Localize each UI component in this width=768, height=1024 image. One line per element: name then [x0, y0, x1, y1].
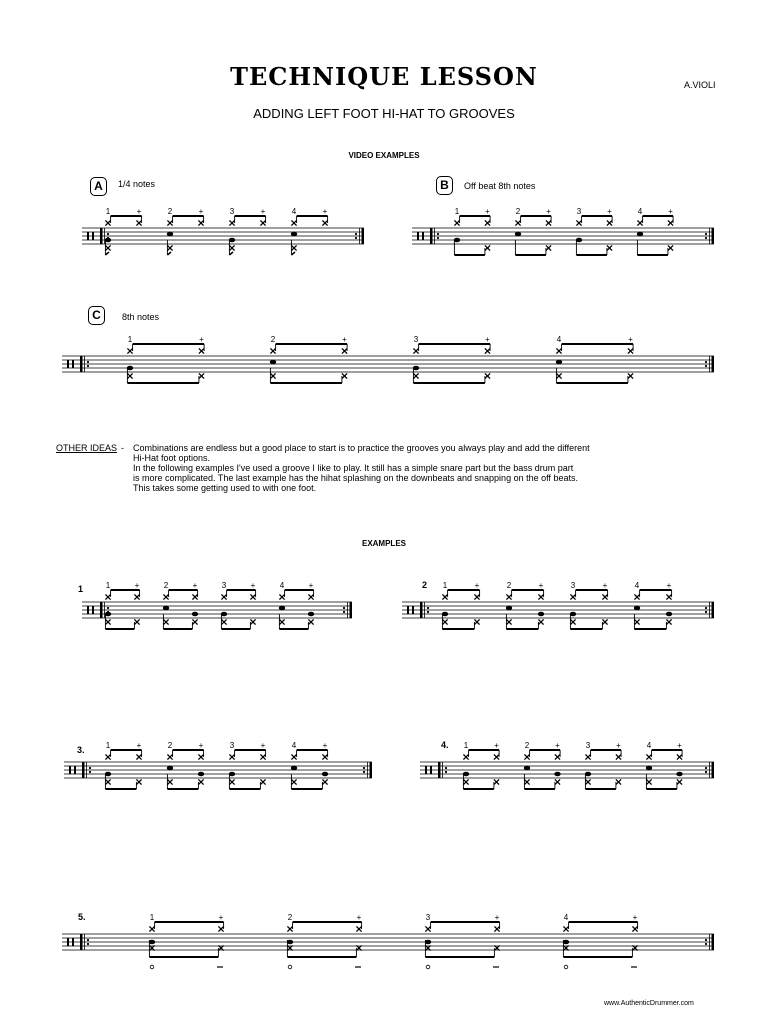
- video-examples-heading: VIDEO EXAMPLES: [348, 151, 420, 160]
- count-label: +: [260, 741, 266, 750]
- count-label: +: [485, 335, 490, 344]
- example-b-repeat-start: [430, 228, 433, 244]
- author-name: A.VIOLI: [684, 80, 716, 90]
- example-b-repeat-end: [712, 228, 715, 244]
- example-5-open-hihat-mark: [426, 965, 430, 969]
- example-b-description: Off beat 8th notes: [464, 181, 536, 191]
- example-a-percussion-clef: [92, 232, 94, 240]
- example-5-repeat-end: [712, 934, 715, 950]
- count-label: +: [199, 335, 204, 344]
- count-label: 4: [637, 207, 643, 216]
- count-label: 2: [270, 335, 276, 344]
- count-label: 3: [585, 741, 591, 750]
- example-3-drum-note: [167, 766, 173, 771]
- count-label: +: [322, 207, 328, 216]
- example-c-repeat-end: [712, 356, 715, 372]
- example-1-number: 1: [78, 584, 84, 594]
- count-label: 3: [570, 581, 576, 590]
- other-ideas-line: Hi-Hat foot options.: [133, 453, 211, 463]
- count-label: 2: [287, 913, 293, 922]
- example-a-repeat-start: [100, 228, 103, 244]
- example-1-repeat-dot: [343, 611, 345, 613]
- example-1-percussion-clef: [92, 606, 94, 614]
- example-c-percussion-clef: [72, 360, 74, 368]
- example-3-drum-note: [322, 772, 328, 777]
- example-b-percussion-clef: [422, 232, 424, 240]
- example-1-repeat-dot: [343, 607, 345, 609]
- example-4-drum-note: [554, 772, 560, 777]
- count-label: +: [485, 207, 490, 216]
- example-2-drum-note: [666, 612, 672, 617]
- count-label: 1: [105, 741, 111, 750]
- count-label: +: [322, 741, 328, 750]
- example-3-repeat-dot: [363, 767, 365, 769]
- count-label: +: [632, 913, 638, 922]
- count-label: +: [474, 581, 480, 590]
- example-2-repeat-dot: [427, 607, 429, 609]
- count-label: 3: [229, 207, 235, 216]
- example-b-repeat-dot: [705, 237, 707, 239]
- example-1-drum-note: [308, 612, 314, 617]
- example-5-repeat-dot: [705, 939, 707, 941]
- example-c-repeat-dot: [705, 365, 707, 367]
- example-2-percussion-clef: [407, 606, 409, 614]
- count-label: +: [607, 207, 612, 216]
- example-3-drum-note: [291, 766, 297, 771]
- example-3-drum-note: [198, 772, 204, 777]
- count-label: +: [555, 741, 560, 750]
- count-label: 1: [463, 741, 469, 750]
- example-1-repeat-dot: [107, 607, 109, 609]
- example-4-repeat-dot: [445, 767, 447, 769]
- count-label: 1: [149, 913, 155, 922]
- example-b-percussion-clef: [417, 232, 419, 240]
- example-2-drum-note: [538, 612, 544, 617]
- example-a-repeat-dot: [355, 233, 357, 235]
- example-a-percussion-clef: [87, 232, 89, 240]
- count-label: 2: [167, 207, 173, 216]
- example-a-flag: [167, 252, 171, 255]
- count-label: 3: [229, 741, 235, 750]
- example-2-number: 2: [422, 580, 428, 590]
- other-ideas-line: is more complicated. The last example has the hihat splashing on the downbeats and snapping on the off beats.: [133, 473, 578, 483]
- count-label: 3: [425, 913, 431, 922]
- example-5-repeat-start: [80, 934, 83, 950]
- count-label: 4: [291, 207, 297, 216]
- example-c-percussion-clef: [67, 360, 69, 368]
- example-5-repeat-dot: [705, 943, 707, 945]
- count-label: 4: [291, 741, 297, 750]
- count-label: 4: [279, 581, 285, 590]
- count-label: +: [342, 335, 347, 344]
- example-c-repeat-dot: [705, 361, 707, 363]
- count-label: +: [668, 207, 673, 216]
- example-2-repeat-dot: [705, 607, 707, 609]
- other-ideas-dash: -: [121, 443, 124, 453]
- example-a-flag: [105, 252, 109, 255]
- example-5-number: 5.: [78, 912, 86, 922]
- count-label: 3: [576, 207, 582, 216]
- count-label: 2: [515, 207, 521, 216]
- count-label: +: [602, 581, 608, 590]
- count-label: +: [494, 741, 499, 750]
- example-a-repeat-dot: [355, 237, 357, 239]
- example-a-description: 1/4 notes: [118, 179, 156, 189]
- count-label: 4: [556, 335, 562, 344]
- count-label: +: [198, 207, 204, 216]
- example-3-number: 3.: [77, 745, 85, 755]
- count-label: 3: [221, 581, 227, 590]
- example-a-repeat-end: [362, 228, 365, 244]
- example-3-percussion-clef: [69, 766, 71, 774]
- other-ideas-line: This takes some getting used to with one foot.: [133, 483, 317, 493]
- example-b-repeat-dot: [437, 237, 439, 239]
- example-1-drum-note: [192, 612, 198, 617]
- example-b-badge: B: [436, 176, 453, 195]
- count-label: 1: [105, 581, 111, 590]
- count-label: +: [666, 581, 672, 590]
- example-1-drum-note: [163, 606, 169, 611]
- count-label: +: [136, 741, 142, 750]
- count-label: +: [134, 581, 140, 590]
- count-label: +: [192, 581, 198, 590]
- example-3-repeat-start: [82, 762, 85, 778]
- example-4-percussion-clef: [425, 766, 427, 774]
- example-1-percussion-clef: [87, 606, 89, 614]
- example-4-repeat-dot: [705, 771, 707, 773]
- example-c-repeat-dot: [87, 365, 89, 367]
- example-b-repeat-dot: [437, 233, 439, 235]
- example-3-repeat-dot: [363, 771, 365, 773]
- example-5-open-hihat-mark: [564, 965, 568, 969]
- count-label: 2: [524, 741, 530, 750]
- example-2-drum-note: [634, 606, 640, 611]
- example-4-repeat-dot: [445, 771, 447, 773]
- example-3-repeat-dot: [89, 767, 91, 769]
- count-label: +: [308, 581, 314, 590]
- count-label: +: [136, 207, 142, 216]
- example-3-repeat-end: [370, 762, 373, 778]
- count-label: +: [616, 741, 621, 750]
- count-label: 4: [634, 581, 640, 590]
- example-4-repeat-start: [438, 762, 441, 778]
- example-1-repeat-start: [100, 602, 103, 618]
- count-label: 2: [506, 581, 512, 590]
- count-label: +: [218, 913, 224, 922]
- other-ideas-line: In the following examples I've used a groove I like to play. It still has a simple snare part but the bass drum part: [133, 463, 574, 473]
- count-label: +: [546, 207, 551, 216]
- count-label: 4: [646, 741, 652, 750]
- example-a-repeat-dot: [107, 233, 109, 235]
- example-1-repeat-end: [350, 602, 353, 618]
- example-2-repeat-dot: [705, 611, 707, 613]
- example-4-repeat-end: [712, 762, 715, 778]
- count-label: +: [250, 581, 256, 590]
- example-5-repeat-dot: [87, 939, 89, 941]
- example-5-percussion-clef: [72, 938, 74, 946]
- example-a-flag: [229, 252, 233, 255]
- example-5-repeat-dot: [87, 943, 89, 945]
- examples-heading: EXAMPLES: [361, 539, 406, 548]
- example-2-repeat-dot: [427, 611, 429, 613]
- count-label: 1: [454, 207, 460, 216]
- example-5-open-hihat-mark: [288, 965, 292, 969]
- count-label: 3: [413, 335, 419, 344]
- example-a-badge: A: [90, 177, 107, 196]
- example-4-drum-note: [676, 772, 682, 777]
- example-2-drum-note: [506, 606, 512, 611]
- example-3-percussion-clef: [74, 766, 76, 774]
- other-ideas-label: OTHER IDEAS: [56, 443, 118, 453]
- footer-website: www.AuthenticDrummer.com: [604, 1000, 694, 1007]
- count-label: +: [677, 741, 682, 750]
- example-c-badge: C: [88, 306, 105, 325]
- count-label: +: [494, 913, 500, 922]
- example-2-percussion-clef: [412, 606, 414, 614]
- example-4-percussion-clef: [430, 766, 432, 774]
- example-b-drum-note: [637, 232, 643, 237]
- page-title: TECHNIQUE LESSON: [230, 62, 538, 91]
- count-label: 1: [127, 335, 133, 344]
- example-4-drum-note: [524, 766, 530, 771]
- count-label: +: [538, 581, 544, 590]
- count-label: 2: [163, 581, 169, 590]
- example-c-description: 8th notes: [122, 312, 160, 322]
- count-label: 1: [442, 581, 448, 590]
- example-b-repeat-dot: [705, 233, 707, 235]
- example-a-drum-note: [167, 232, 173, 237]
- other-ideas-line: Combinations are endless but a good place to start is to practice the grooves you always play and add the different: [133, 443, 590, 453]
- example-c-drum-note: [556, 360, 562, 365]
- count-label: 2: [167, 741, 173, 750]
- example-c-repeat-start: [80, 356, 83, 372]
- count-label: +: [628, 335, 633, 344]
- count-label: +: [260, 207, 266, 216]
- count-label: +: [356, 913, 362, 922]
- example-c-drum-note: [270, 360, 276, 365]
- count-label: 1: [105, 207, 111, 216]
- example-5-percussion-clef: [67, 938, 69, 946]
- example-4-repeat-dot: [705, 767, 707, 769]
- example-2-repeat-end: [712, 602, 715, 618]
- page-subtitle: ADDING LEFT FOOT HI-HAT TO GROOVES: [253, 106, 515, 121]
- example-4-number: 4.: [441, 740, 449, 750]
- example-b-drum-note: [515, 232, 521, 237]
- example-a-drum-note: [291, 232, 297, 237]
- count-label: +: [198, 741, 204, 750]
- example-a-flag: [291, 252, 295, 255]
- example-3-repeat-dot: [89, 771, 91, 773]
- example-c-repeat-dot: [87, 361, 89, 363]
- example-2-repeat-start: [420, 602, 423, 618]
- example-5-open-hihat-mark: [150, 965, 154, 969]
- example-1-drum-note: [279, 606, 285, 611]
- example-4-drum-note: [646, 766, 652, 771]
- count-label: 4: [563, 913, 569, 922]
